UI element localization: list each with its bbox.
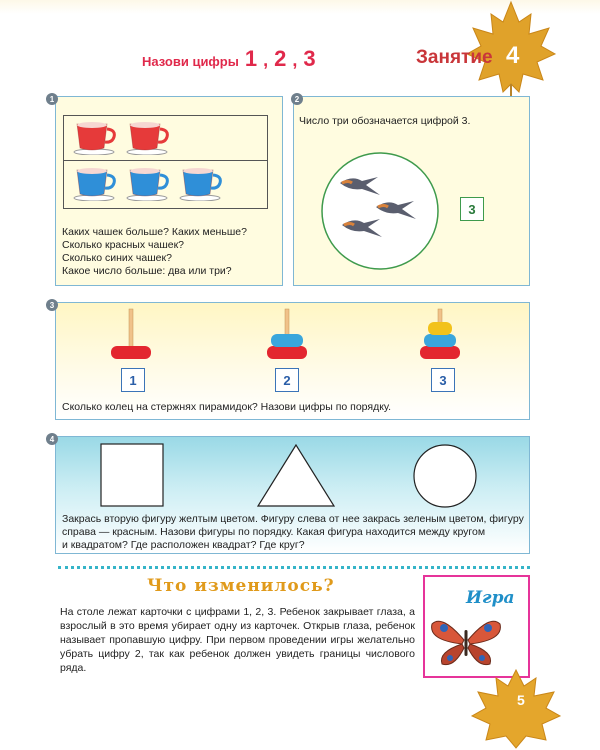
heading-comma-2: , xyxy=(292,50,298,70)
swallows-circle xyxy=(318,149,442,273)
cups-table-divider xyxy=(63,160,268,161)
cup-icon xyxy=(72,167,116,201)
cup-icon xyxy=(125,121,169,155)
dotted-divider xyxy=(58,566,530,569)
task-2-badge: 2 xyxy=(291,93,303,105)
pyramid-1 xyxy=(111,309,151,359)
triangle-shape xyxy=(258,445,334,506)
game-title: Что изменилось? xyxy=(147,576,335,596)
cup xyxy=(72,167,116,206)
circle-shape xyxy=(414,445,476,507)
shapes-row xyxy=(100,440,490,508)
pyramids xyxy=(95,305,505,367)
lesson-number: 4 xyxy=(506,42,520,69)
cup xyxy=(178,167,222,206)
task-2-number-card: 3 xyxy=(460,197,484,221)
task-4-line-2: справа — красным. Назови фигуры по порядку. Какая фигура находится между кругом xyxy=(62,526,486,538)
task-3-badge: 3 xyxy=(46,299,58,311)
pyramid-2 xyxy=(267,309,307,359)
task-1-question-1: Каких чашек больше? Каких меньше? xyxy=(62,226,247,238)
page-number: 5 xyxy=(517,692,525,708)
red-cups-row xyxy=(72,121,262,157)
cup-icon xyxy=(125,167,169,201)
task-1-badge: 1 xyxy=(46,93,58,105)
page-heading xyxy=(142,46,316,72)
cup-icon xyxy=(178,167,222,201)
task-3-number-2: 2 xyxy=(275,368,299,392)
task-2-caption: Число три обозначается цифрой 3. xyxy=(299,115,471,127)
pyramid-3 xyxy=(420,309,460,359)
heading-text: Назови цифры xyxy=(142,54,239,69)
butterfly-icon xyxy=(428,612,504,670)
task-3-caption: Сколько колец на стержнях пирамидок? Назови цифры по порядку. xyxy=(62,401,392,413)
task-4-line-3: и квадратом? Где расположен квадрат? Где круг? xyxy=(62,539,305,551)
task-4-badge: 4 xyxy=(46,433,58,445)
heading-digit-2: 2 xyxy=(274,46,287,71)
task-1-question-4: Какое число больше: два или три? xyxy=(62,265,232,277)
heading-digit-1: 1 xyxy=(244,46,258,71)
task-1-question-2: Сколько красных чашек? xyxy=(62,239,185,251)
task-1-question-3: Сколько синих чашек? xyxy=(62,252,172,264)
maple-leaf-icon xyxy=(470,668,562,750)
task-3-number-3: 3 xyxy=(431,368,455,392)
blue-cups-row xyxy=(72,167,262,203)
game-description: На столе лежат карточки с цифрами 1, 2, 3. Ребенок закрывает глаза, а взрослый в это время убирает одну из карточек. Открыв глаза, ребенок называет пропавшую цифру. При первом проведении игры желательно убрать цифру 2, так как ребенок должен увидеть границы числового ряда. xyxy=(60,606,415,674)
heading-comma-1: , xyxy=(263,50,269,70)
cup-icon xyxy=(72,121,116,155)
cup xyxy=(125,121,169,160)
game-label: Игра xyxy=(466,588,515,608)
heading-digit-3: 3 xyxy=(303,46,316,71)
square-shape xyxy=(101,444,163,506)
lesson-label: Занятие xyxy=(416,47,493,68)
task-4-line-1: Закрась вторую фигуру желтым цветом. Фигуру слева от нее закрась зеленым цветом, фигуру xyxy=(62,513,524,525)
task-3-number-1: 1 xyxy=(121,368,145,392)
cup xyxy=(125,167,169,206)
cup xyxy=(72,121,116,160)
